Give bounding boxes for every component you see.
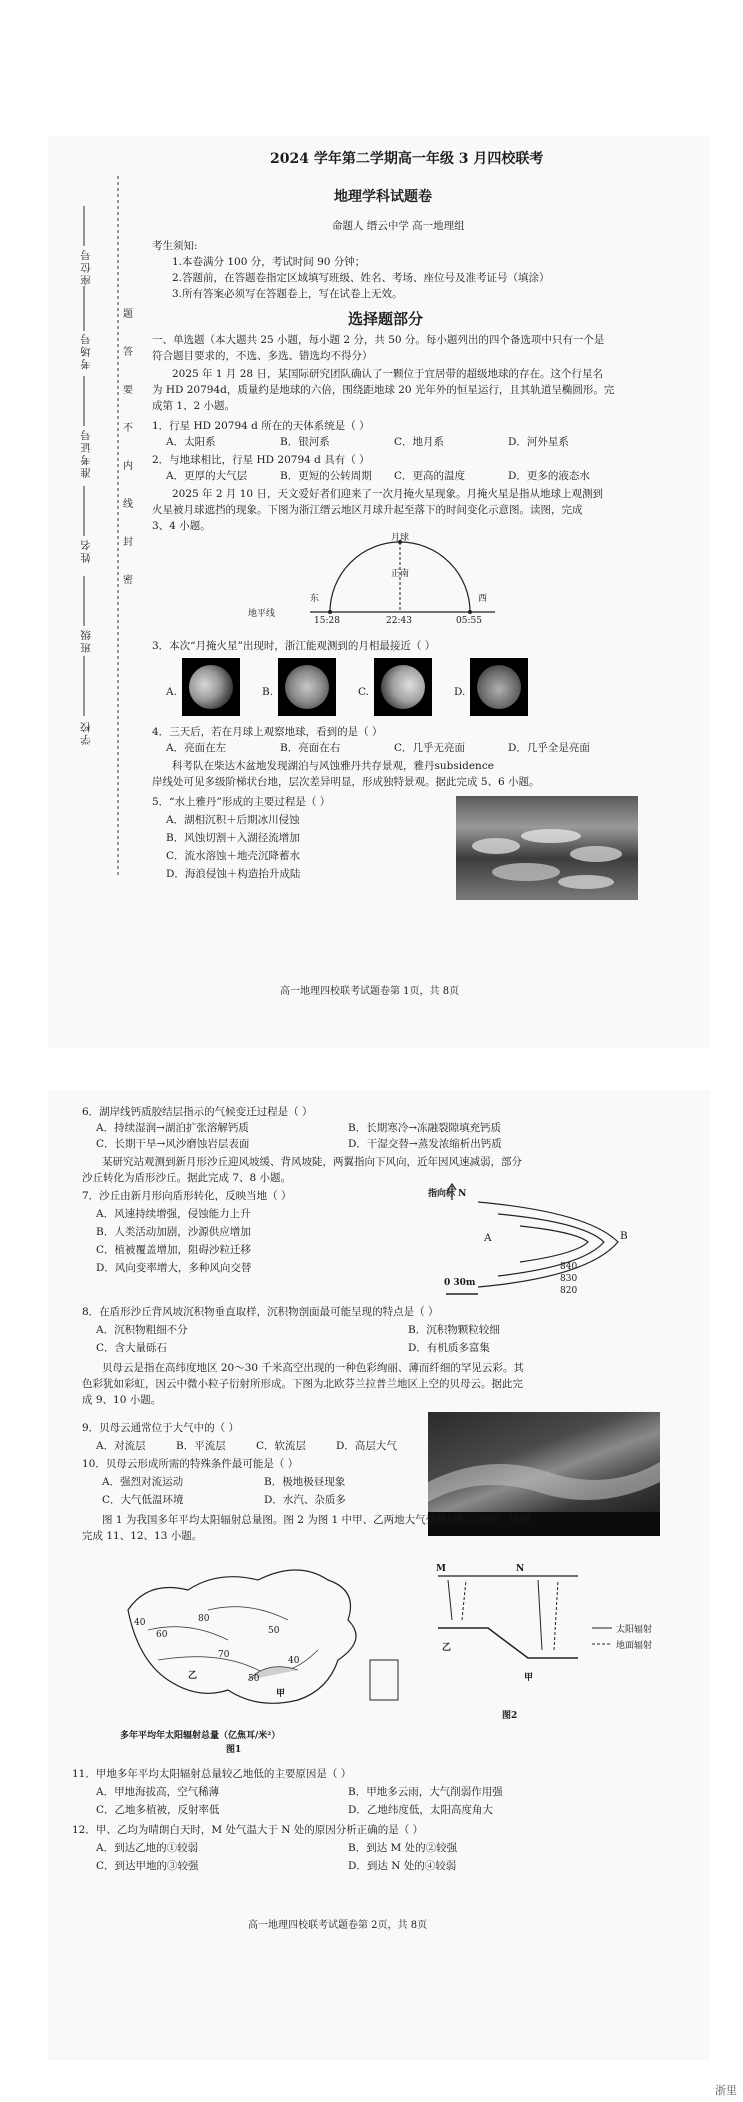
q4-option-c: C．几乎无亮面 xyxy=(394,742,466,754)
binding-name-label: 姓名 xyxy=(80,538,92,563)
q7-option-a: A．风速持续增强，侵蚀能力上升 xyxy=(96,1208,251,1220)
q8-option-c: C．含大量砾石 xyxy=(96,1342,168,1354)
q6-option-c: C．长期干旱→风沙磨蚀岩层表面 xyxy=(96,1138,250,1150)
exam-title: 2024 学年第二学期高一年级 3 月四校联考 xyxy=(270,151,544,167)
binding-seal-text: 题 答 要 不 内 线 封 密 xyxy=(123,309,133,586)
fig1-label-50a: 50 xyxy=(268,1626,280,1636)
fig1-caption: 图1 xyxy=(226,1745,242,1755)
passage6-line-2: 完成 11、12、13 小题。 xyxy=(82,1530,203,1542)
q2-option-a: A．更厚的大气层 xyxy=(166,470,248,482)
q10-stem: 10．贝母云形成所需的特殊条件最可能是（ ） xyxy=(82,1458,299,1470)
q8-option-b: B．沉积物颗粒较细 xyxy=(408,1324,500,1336)
q10-option-d: D．水汽、杂质多 xyxy=(264,1494,346,1506)
q1-option-c: C．地月系 xyxy=(394,436,445,448)
north-label: 指向标 N xyxy=(428,1189,467,1199)
q4-option-b: B．亮面在右 xyxy=(280,742,341,754)
q3-option-b: B. xyxy=(262,686,274,698)
west-label: 西 xyxy=(478,594,488,604)
binding-room-label: 考场号 xyxy=(80,332,92,370)
arrow-3 xyxy=(538,1580,542,1650)
notice-item-3: 3.所有答案必须写在答题卷上，写在试卷上无效。 xyxy=(172,288,403,300)
q8-option-a: A．沉积物粗细不分 xyxy=(96,1324,188,1336)
q1-stem: 1．行星 HD 20794 d 所在的天体系统是（ ） xyxy=(152,420,370,432)
passage3-line-1: 科考队在柴达木盆地发现湖泊与风蚀雅丹共存景观，雅丹subsidence xyxy=(172,760,494,772)
q7-option-b: B．人类活动加剧，沙源供应增加 xyxy=(96,1226,251,1238)
fig1-label-60: 60 xyxy=(156,1630,168,1640)
q5-option-d: D．海浪侵蚀＋构造抬升成陆 xyxy=(166,868,301,880)
passage2-line-1: 2025 年 2 月 10 日，天文爱好者们迎来了一次月掩火星现象。月掩火星是指从地球上观测到 xyxy=(172,488,603,500)
fig2-label-yi: 乙 xyxy=(442,1643,452,1653)
q3-option-d: D. xyxy=(454,686,466,698)
q3-stem: 3．本次“月掩火星”出现时，浙江能观测到的月相最接近（ ） xyxy=(152,640,436,652)
binding-margin xyxy=(48,136,148,896)
q1-option-d: D．河外星系 xyxy=(508,436,569,448)
fig1-label-jia: 甲 xyxy=(276,1689,286,1699)
passage4-line-1: 某研究站观测到新月形沙丘迎风坡缓、背风坡陡，两翼指向下风向，近年因风速减弱，部分 xyxy=(102,1156,522,1168)
passage5-line-3: 成 9、10 小题。 xyxy=(82,1394,162,1406)
q6-option-d: D．干湿交替→蒸发浓缩析出钙质 xyxy=(348,1138,502,1150)
time-rise: 15:28 xyxy=(314,616,340,626)
fig2-legend-ground: 地面辐射 xyxy=(616,1641,653,1651)
q12-option-c: C．到达甲地的③较强 xyxy=(96,1860,199,1872)
q10-option-a: A．强烈对流运动 xyxy=(102,1476,184,1488)
notice-item-1: 1.本卷满分 100 分，考试时间 90 分钟； xyxy=(172,256,366,268)
q5-option-a: A．湖相沉积＋后期冰川侵蚀 xyxy=(166,814,300,826)
figure1-china-map xyxy=(108,1550,408,1720)
passage5-line-2: 色彩犹如彩虹，因云中微小粒子衍射所形成。下图为北欧芬兰拉普兰地区上空的贝母云。据此完 xyxy=(82,1378,523,1390)
moon-photo-c xyxy=(374,658,432,716)
passage1-line-1: 2025 年 1 月 28 日，某国际研究团队确认了一颗位于宜居带的超级地球的存在。这个行星名 xyxy=(172,368,603,380)
author-line: 命题人 缙云中学 高一地理组 xyxy=(332,220,465,232)
passage5-line-1: 贝母云是指在高纬度地区 20～30 千米高空出现的一种色彩绚丽、薄而纤细的罕见云彩。其 xyxy=(102,1362,524,1374)
fig2-legend-solar: 太阳辐射 xyxy=(616,1625,653,1635)
dune-scale: 0 30m xyxy=(444,1278,476,1288)
watermark: 浙里 xyxy=(715,2084,737,2097)
q9-option-d: D．高层大气 xyxy=(336,1440,397,1452)
arrow-2 xyxy=(462,1580,466,1620)
passage1-line-2: 为 HD 20794d，质量约是地球的六倍，围绕距地球 20 光年外的恒星运行，且其轨道呈椭圆形。完 xyxy=(152,384,615,396)
q11-option-a: A．甲地海拔高，空气稀薄 xyxy=(96,1786,220,1798)
time-set: 05:55 xyxy=(456,616,482,626)
fig2-label-m: M xyxy=(436,1564,446,1574)
dune-contour-inner xyxy=(520,1226,588,1262)
time-transit: 22:43 xyxy=(386,616,412,626)
section-title: 选择题部分 xyxy=(348,310,424,328)
notice-heading: 考生须知: xyxy=(152,240,198,252)
q1-option-b: B．银河系 xyxy=(280,436,330,448)
q9-option-b: B．平流层 xyxy=(176,1440,226,1452)
moon-label: 月球 xyxy=(391,533,410,543)
dune-label-a: A xyxy=(484,1232,492,1244)
q7-option-d: D．风向变率增大，多种风向交替 xyxy=(96,1262,252,1274)
q10-option-b: B．极地极昼现象 xyxy=(264,1476,346,1488)
q2-option-b: B．更短的公转周期 xyxy=(280,470,372,482)
binding-seat-label: 座位号 xyxy=(80,248,92,286)
intro-line-2: 符合题目要求的，不选、多选、错选均不得分） xyxy=(152,350,373,362)
dune-contour-outer xyxy=(478,1202,618,1287)
q4-option-a: A．亮面在左 xyxy=(166,742,227,754)
binding-ticket-label: 准考证号 xyxy=(80,428,92,478)
q9-option-a: A．对流层 xyxy=(96,1440,146,1452)
passage2-line-3: 3、4 小题。 xyxy=(152,520,211,532)
q8-stem: 8．在盾形沙丘背风坡沉积物垂直取样，沉积物剖面最可能呈现的特点是（ ） xyxy=(82,1306,439,1318)
q2-option-d: D．更多的液态水 xyxy=(508,470,590,482)
passage3-line-2: 岸线处可见多级阶梯状台地，层次差异明显，形成独特景观。据此完成 5、6 小题。 xyxy=(152,776,540,788)
q6-option-b: B．长期寒冷→冻融裂隙填充钙质 xyxy=(348,1122,502,1134)
fig1-label-40b: 40 xyxy=(288,1656,300,1666)
yardang-photo xyxy=(456,796,638,900)
passage6-line-1: 图 1 为我国多年平均太阳辐射总量图。图 2 为图 1 中甲、乙两地大气受热过程示意图。读图， xyxy=(102,1514,542,1526)
east-label: 东 xyxy=(310,594,320,604)
horizon-label: 地平线 xyxy=(248,609,276,619)
moon-photo-a xyxy=(182,658,240,716)
dune-label-b: B xyxy=(620,1230,628,1242)
q3-option-a: A. xyxy=(166,686,177,698)
binding-class-label: 班级 xyxy=(80,628,92,653)
moon-photo-d xyxy=(470,658,528,716)
notice-item-2: 2.答题前，在答题卷指定区域填写班级、姓名、考场、座位号及准考证号（填涂） xyxy=(172,272,550,284)
q12-option-d: D．到达 N 处的④较弱 xyxy=(348,1860,457,1872)
q10-option-c: C．大气低温环境 xyxy=(102,1494,184,1506)
moon-photo-b xyxy=(278,658,336,716)
q6-option-a: A．持续湿润→湖泊扩张溶解钙质 xyxy=(96,1122,249,1134)
q4-option-d: D．几乎全是亮面 xyxy=(508,742,590,754)
q2-option-c: C．更高的温度 xyxy=(394,470,466,482)
q9-option-c: C．软流层 xyxy=(256,1440,307,1452)
fig1-caption-small: 多年平均年太阳辐射总量（亿焦耳/米²） xyxy=(120,1731,281,1741)
contour-840: 840 xyxy=(560,1262,578,1272)
set-point xyxy=(468,610,472,614)
q8-option-d: D．有机质多富集 xyxy=(408,1342,490,1354)
south-sea-inset xyxy=(370,1660,398,1700)
fig1-label-50b: 50 xyxy=(248,1674,260,1684)
q7-option-c: C．植被覆盖增加，阻碍沙粒迁移 xyxy=(96,1244,252,1256)
q7-stem: 7．沙丘由新月形向盾形转化，反映当地（ ） xyxy=(82,1190,292,1202)
q1-option-a: A．太阳系 xyxy=(166,436,216,448)
binding-school-label: 学校 xyxy=(80,720,92,745)
exam-page-1 xyxy=(48,136,710,1048)
page2-footer: 高一地理四校联考试题卷第 2页，共 8页 xyxy=(248,1920,428,1931)
rise-point xyxy=(328,610,332,614)
q2-stem: 2．与地球相比，行星 HD 20794 d 具有（ ） xyxy=(152,454,370,466)
q5-option-c: C．流水溶蚀＋地壳沉降蓄水 xyxy=(166,850,301,862)
q11-stem: 11．甲地多年平均太阳辐射总量较乙地低的主要原因是（ ） xyxy=(72,1768,352,1780)
isoline-3 xyxy=(208,1607,288,1620)
passage1-line-3: 成第 1、2 小题。 xyxy=(152,400,236,412)
arrow-4 xyxy=(554,1580,558,1650)
arrow-1 xyxy=(448,1580,452,1620)
fig1-label-40: 40 xyxy=(134,1618,146,1628)
passage4-line-2: 沙丘转化为盾形沙丘。据此完成 7、8 小题。 xyxy=(82,1172,292,1184)
q3-option-c: C. xyxy=(358,686,369,698)
q11-option-c: C．乙地多植被，反射率低 xyxy=(96,1804,220,1816)
fig1-label-70: 70 xyxy=(218,1650,230,1660)
fig1-label-yi: 乙 xyxy=(188,1671,198,1681)
intro-line-1: 一、单选题（本大题共 25 小题，每小题 2 分，共 50 分。每小题列出的四个备选项中只有一个是 xyxy=(152,334,605,346)
fig2-label-n: N xyxy=(516,1564,525,1574)
passage2-line-2: 火星被月球遮挡的现象。下图为浙江缙云地区月球升起至落下的时间变化示意图。读图，完成 xyxy=(152,504,583,516)
page1-footer: 高一地理四校联考试题卷第 1页，共 8页 xyxy=(280,986,460,997)
fig2-caption: 图2 xyxy=(502,1711,518,1721)
q5-stem: 5．“水上雅丹”形成的主要过程是（ ） xyxy=(152,796,331,808)
contour-830: 830 xyxy=(560,1274,578,1284)
q6-stem: 6．湖岸线钙质胶结层指示的气候变迁过程是（ ） xyxy=(82,1106,313,1118)
fig1-label-80: 80 xyxy=(198,1614,210,1624)
fig2-label-jia: 甲 xyxy=(524,1673,534,1683)
q11-option-d: D．乙地纬度低，太阳高度角大 xyxy=(348,1804,493,1816)
yardang-photo-detail xyxy=(456,796,638,900)
q9-stem: 9．贝母云通常位于大气中的（ ） xyxy=(82,1422,240,1434)
subject-title: 地理学科试题卷 xyxy=(334,189,432,205)
q12-option-a: A．到达乙地的①较弱 xyxy=(96,1842,199,1854)
q11-option-b: B．甲地多云雨，大气削弱作用强 xyxy=(348,1786,503,1798)
q12-option-b: B．到达 M 处的②较强 xyxy=(348,1842,458,1854)
contour-820: 820 xyxy=(560,1286,578,1296)
q4-stem: 4．三天后，若在月球上观察地球，看到的是（ ） xyxy=(152,726,383,738)
ground-profile xyxy=(438,1628,578,1658)
q12-stem: 12．甲、乙均为晴朗白天时，M 处气温大于 N 处的原因分析正确的是（ ） xyxy=(72,1824,424,1836)
exam-page-2 xyxy=(48,1090,710,2060)
south-label: 正南 xyxy=(391,569,410,579)
q5-option-b: B．风蚀切割＋入湖径流增加 xyxy=(166,832,300,844)
